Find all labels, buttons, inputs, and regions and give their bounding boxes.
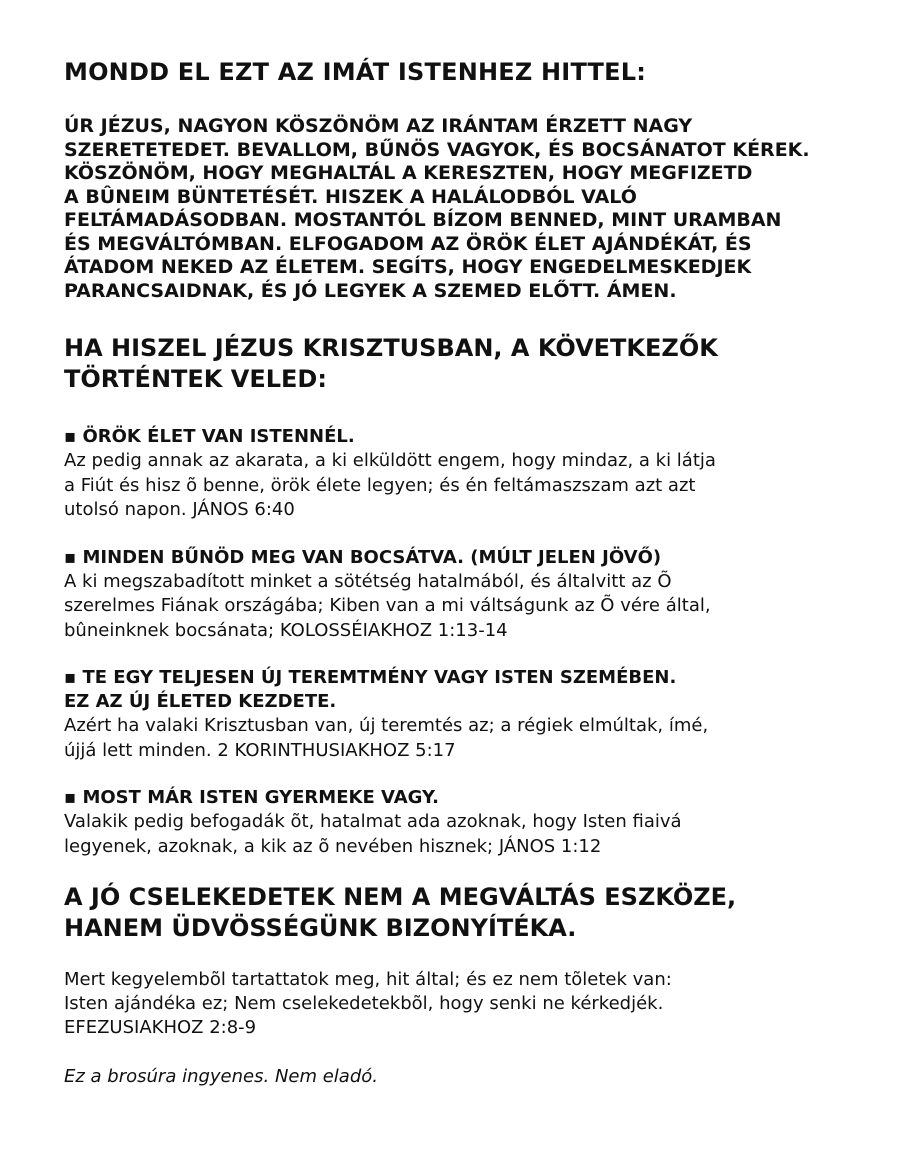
point-child-of-god bbox=[64, 786, 864, 859]
point-heading: EZ AZ ÚJ ÉLETED KEZDETE. bbox=[64, 691, 337, 712]
verse-line: Azért ha valaki Krisztusban van, új teremtés az; a régiek elmúltak, ímé, bbox=[64, 715, 709, 736]
follow-heading-line: TÖRTÉNTEK VELED: bbox=[64, 365, 327, 393]
verse-line: Isten ajándéka ez; Nem cselekedetekbõl, hogy senki ne kérkedjék. bbox=[64, 993, 664, 1014]
point-eternal-life bbox=[64, 425, 864, 523]
prayer-text bbox=[64, 115, 864, 303]
prayer-line: ÉS MEGVÁLTÓMBAN. ELFOGADOM AZ ÖRÖK ÉLET AJÁNDÉKÁT, ÉS bbox=[64, 232, 752, 255]
point-verse bbox=[64, 570, 864, 644]
point-heading: ▪ TE EGY TELJESEN ÚJ TEREMTMÉNY VAGY ISTEN SZEMÉBEN. bbox=[64, 667, 677, 688]
point-verse bbox=[64, 810, 864, 859]
point-verse bbox=[64, 449, 864, 523]
verse-line: legyenek, azoknak, a kik az õ nevében hisznek; JÁNOS 1:12 bbox=[64, 835, 602, 857]
works-verse bbox=[64, 968, 864, 1040]
point-verse bbox=[64, 714, 864, 763]
tract-page bbox=[64, 58, 864, 1087]
prayer-line: SZERETETEDET. BEVALLOM, BŰNÖS VAGYOK, ÉS BOCSÁNATOT KÉREK. bbox=[64, 138, 810, 161]
verse-line: utolsó napon. JÁNOS 6:40 bbox=[64, 499, 295, 520]
verse-line: A ki megszabadított minket a sötétség hatalmából, és általvitt az Õ bbox=[64, 570, 672, 592]
prayer-line: A BÛNEIM BÜNTETÉSÉT. HISZEK A HALÁLODBÓL VALÓ bbox=[64, 185, 637, 208]
prayer-line: PARANCSAIDNAK, ÉS JÓ LEGYEK A SZEMED ELŐTT. ÁMEN. bbox=[64, 279, 677, 302]
verse-line: Az pedig annak az akarata, a ki elküldött engem, hogy mindaz, a ki látja bbox=[64, 450, 716, 471]
point-heading: ▪ ÖRÖK ÉLET VAN ISTENNÉL. bbox=[64, 426, 355, 447]
point-heading: ▪ MINDEN BŰNÖD MEG VAN BOCSÁTVA. (MÚLT JELEN JÖVŐ) bbox=[64, 546, 662, 568]
works-heading bbox=[64, 882, 864, 944]
prayer-line: ÚR JÉZUS, NAGYON KÖSZÖNÖM AZ IRÁNTAM ÉRZETT NAGY bbox=[64, 115, 693, 137]
prayer-heading: MONDD EL EZT AZ IMÁT ISTENHEZ HITTEL: bbox=[64, 58, 647, 86]
prayer-line: FELTÁMADÁSODBAN. MOSTANTÓL BÍZOM BENNED, MINT URAMBAN bbox=[64, 209, 782, 231]
follow-heading-line: HA HISZEL JÉZUS KRISZTUSBAN, A KÖVETKEZŐK bbox=[64, 334, 718, 362]
verse-line: EFEZUSIAKHOZ 2:8-9 bbox=[64, 1017, 257, 1038]
verse-line: szerelmes Fiának országába; Kiben van a mi váltságunk az Õ vére által, bbox=[64, 595, 711, 616]
works-heading-line: A JÓ CSELEKEDETEK NEM A MEGVÁLTÁS ESZKÖZE, bbox=[64, 883, 737, 911]
verse-line: a Fiút és hisz õ benne, örök élete legyen; és én feltámaszszam azt azt bbox=[64, 474, 696, 496]
verse-line: Mert kegyelembõl tartattatok meg, hit által; és ez nem tõletek van: bbox=[64, 969, 672, 990]
free-brochure-note: Ez a brosúra ingyenes. Nem eladó. bbox=[64, 1066, 378, 1087]
point-heading: ▪ MOST MÁR ISTEN GYERMEKE VAGY. bbox=[64, 787, 439, 808]
works-heading-line: HANEM ÜDVÖSSÉGÜNK BIZONYÍTÉKA. bbox=[64, 914, 577, 942]
verse-line: újjá lett minden. 2 KORINTHUSIAKHOZ 5:17 bbox=[64, 739, 456, 761]
verse-line: Valakik pedig befogadák õt, hatalmat ada azoknak, hogy Isten fiaivá bbox=[64, 811, 682, 832]
prayer-line: ÁTADOM NEKED AZ ÉLETEM. SEGÍTS, HOGY ENGEDELMESKEDJEK bbox=[64, 256, 752, 278]
prayer-line: KÖSZÖNÖM, HOGY MEGHALTÁL A KERESZTEN, HOGY MEGFIZETD bbox=[64, 162, 753, 184]
verse-line: bûneinknek bocsánata; KOLOSSÉIAKHOZ 1:13-14 bbox=[64, 619, 508, 641]
point-forgiven bbox=[64, 546, 864, 644]
point-new-creation bbox=[64, 666, 864, 763]
follow-heading bbox=[64, 333, 864, 395]
